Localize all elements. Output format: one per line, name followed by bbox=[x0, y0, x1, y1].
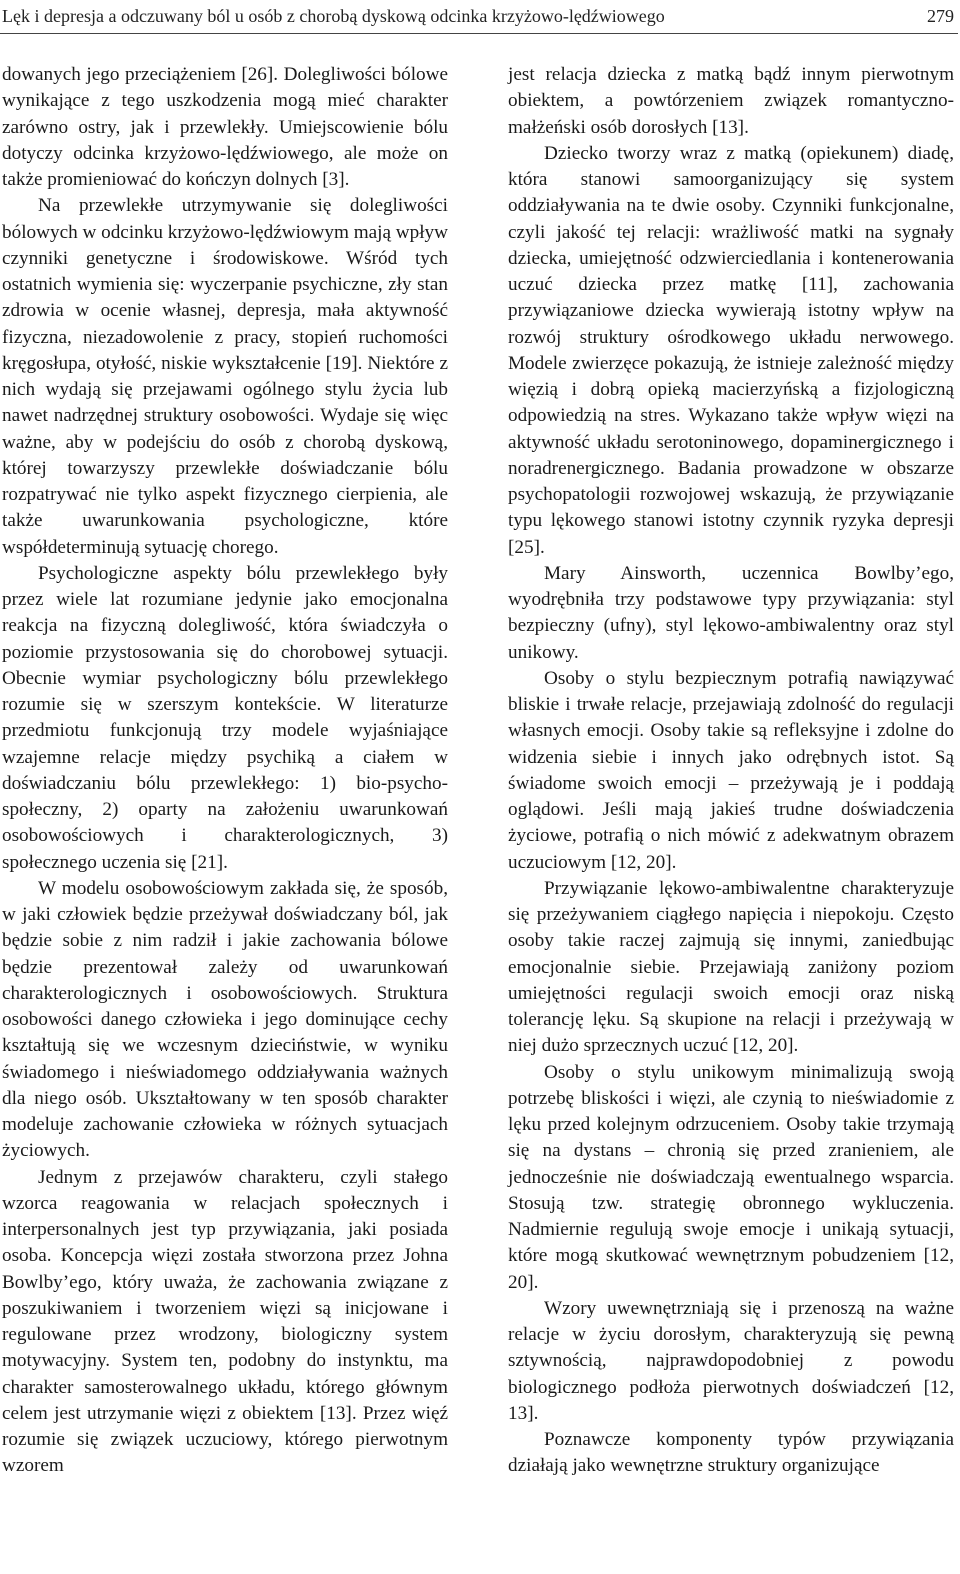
paragraph: Na przewlekłe utrzymywanie się dolegliwości bólowych w odcinku krzyżowo-lędźwiowym mają wpływ czynniki genetyczne i środowiskowe. Wśród tych ostatnich wymienia się: wyczerpanie psychiczne, zły stan zdrowia w ocenie własnej, depresja, mała aktywność fizyczna, niezadowolenie z pracy, stopień ruchomości kręgosłupa, otyłość, niskie wykształcenie [19]. Niektóre z nich wydają się przejawami ogólnego stylu życia lub nawet nadrzędnej struktury osobowości. Wydaje się więc ważne, aby w podejściu do osób z chorobą dyskową, której towarzyszy przewlekłe doświadczanie bólu rozpatrywać nie tylko aspekt fizycznego cierpienia, ale także uwarunkowania psychologiczne, które współdeterminują sytuację chorego. bbox=[2, 195, 449, 558]
paragraph: Dziecko tworzy wraz z matką (opiekunem) diadę, która stanowi samoorganizujący się system oddziaływania na te dwie osoby. Czynniki funkcjonalne, czyli jakość tej relacji: wrażliwość matki na sygnały dziecka, umiejętność odzwierciedlania i kontenerowania uczuć dziecka przez matkę [11], zachowania przywiązaniowe dziecka wywierają istotny wpływ na rozwój struktury ośrodkowego układu nerwowego. Modele zwierzęce pokazują, że istnieje zależność między więzią i dobrą opieką macierzyńską a fizjologiczną odpowiedzią na stres. Wykazano także wpływ więzi na aktywność układu serotoninowego, dopaminergicznego i noradrenergicznego. Badania prowadzone w obszarze psychopatologii rozwojowej wskazują, że przywiązanie typu lękowego stanowi istotny czynnik ryzyka depresji [25]. bbox=[508, 142, 954, 558]
running-header-title: Lęk i depresja a odczuwany ból u osób z chorobą dyskową odcinka krzyżowo-lędźwiowego bbox=[2, 6, 665, 26]
paragraph: Osoby o stylu bezpiecznym potrafią nawiązywać bliskie i trwałe relacje, przejawiają zdolność do regulacji własnych emocji. Osoby takie są refleksyjne i zdolne do widzenia siebie i innych jako odrębnych istot. Są świadome swoich emocji – przeżywają je i poddają oglądowi. Jeśli mają jakieś trudne doświadczenia życiowe, potrafią o nich mówić z adekwatnym obrazem uczuciowym [12, 20]. bbox=[508, 667, 954, 873]
paragraph: Poznawcze komponenty typów przywiązania działają jako wewnętrzne struktury organizujące bbox=[508, 1429, 954, 1477]
paragraph: W modelu osobowościowym zakłada się, że sposób, w jaki człowiek będzie przeżywał doświadczany ból, jak będzie sobie z nim radził i jakie zachowania bólowe będzie prezentował zależy od uwarunkowań charakterologicznych i osobowościowych. Struktura osobowości danego człowieka i jego dominujące cechy kształtują się we wczesnym dzieciństwie, w wyniku świadomego i nieświadomego oddziaływania ważnych dla niego osób. Ukształtowany w ten sposób charakter modeluje zachowanie człowieka w różnych sytuacjach życiowych. bbox=[2, 877, 448, 1162]
right-column bbox=[508, 62, 954, 1480]
paragraph: Mary Ainsworth, uczennica Bowlby’ego, wyodrębniła trzy podstawowe typy przywiązania: styl bezpieczny (ufny), styl lękowo-ambiwalentny oraz styl unikowy. bbox=[508, 562, 954, 663]
left-column bbox=[2, 62, 448, 1480]
header-rule bbox=[0, 33, 958, 34]
paragraph: Jednym z przejawów charakteru, czyli stałego wzorca reagowania w relacjach społecznych i interpersonalnych jest typ przywiązania, jaki posiada osoba. Koncepcja więzi została stworzona przez Johna Bowlby’ego, który uważa, że zachowania związane z poszukiwaniem i tworzeniem więzi są inicjowane i regulowane przez wrodzony, biologiczny system motywacyjny. System ten, podobny do instynktu, ma charakter samosterowalnego układu, którego głównym celem jest utrzymanie więzi z obiektem [13]. Przez więź rozumie się związek uczuciowy, którego pierwotnym wzorem bbox=[2, 1166, 448, 1477]
paragraph: Wzory uwewnętrzniają się i przenoszą na ważne relacje w życiu dorosłym, charakteryzują się pewną sztywnością, najprawdopodobniej z powodu biologicznego podłoża pierwotnych doświadczeń [12, 13]. bbox=[508, 1297, 954, 1424]
running-header bbox=[2, 6, 954, 34]
paragraph: Osoby o stylu unikowym minimalizują swoją potrzebę bliskości i więzi, ale czynią to nieświadomie z lęku przed kolejnym odrzuceniem. Osoby takie trzymają się na dystans – chronią się przed zranieniem, ale jednocześnie nie doświadczają ewentualnego wsparcia. Stosują tzw. strategię obronnego wykluczenia. Nadmiernie regulują swoje emocje i unikają sytuacji, które mogą skutkować wewnętrznym pobudzeniem [12, 20]. bbox=[508, 1061, 954, 1293]
paragraph: jest relacja dziecka z matką bądź innym pierwotnym obiektem, a powtórzeniem związek romantyczno-małżeński osób dorosłych [13]. bbox=[508, 64, 954, 138]
paragraph: Przywiązanie lękowo-ambiwalentne charakteryzuje się przeżywaniem ciągłego napięcia i niepokoju. Często osoby takie raczej zajmują się innymi, zaniedbując emocjonalnie siebie. Przejawiają zaniżony poziom umiejętności regulacji swoich emocji oraz niską tolerancję lęku. Są skupione na relacji i przeżywają w niej dużo sprzecznych uczuć [12, 20]. bbox=[508, 877, 954, 1057]
paragraph: dowanych jego przeciążeniem [26]. Dolegliwości bólowe wynikające z tego uszkodzenia mogą mieć charakter zarówno ostry, jak i przewlekły. Umiejscowienie bólu dotyczy odcinka krzyżowo-lędźwiowego, ale może on także promieniować do kończyn dolnych [3]. bbox=[2, 64, 448, 190]
page-number: 279 bbox=[927, 6, 954, 26]
paragraph: Psychologiczne aspekty bólu przewlekłego były przez wiele lat rozumiane jedynie jako emocjonalna reakcja na fizyczną dolegliwość, która świadczyła o poziomie przystosowania się do chorobowej sytuacji. Obecnie wymiar psychologiczny bólu przewlekłego rozumie się w szerszym kontekście. W literaturze przedmiotu funkcjonują trzy modele wyjaśniające wzajemne relacje między psychiką a ciałem w doświadczaniu bólu przewlekłego: 1) bio-psycho-społeczny, 2) oparty na założeniu uwarunkowań osobowościowych i charakterologicznych, 3) społecznego uczenia się [21]. bbox=[2, 562, 448, 873]
